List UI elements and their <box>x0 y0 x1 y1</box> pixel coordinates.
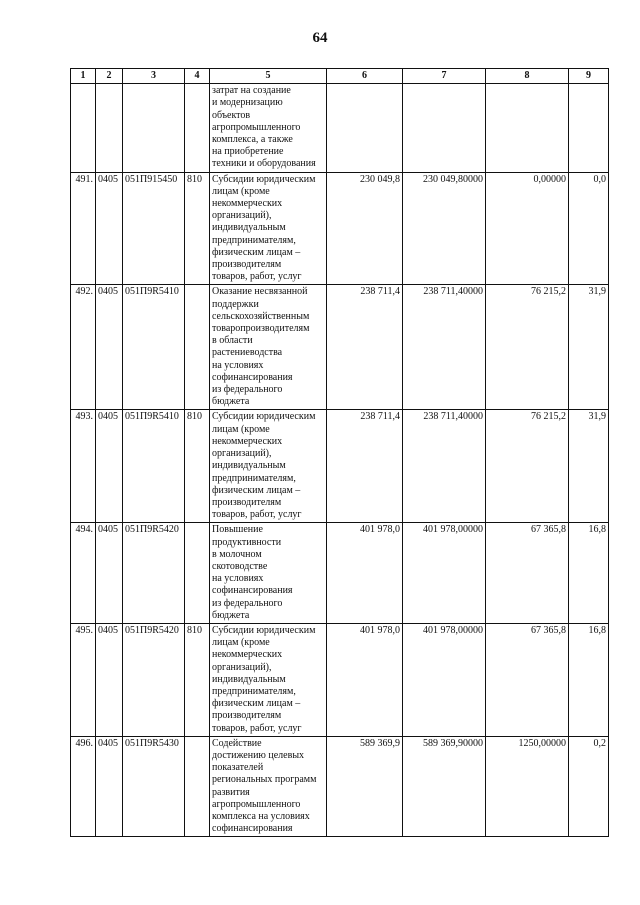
description-line: в молочном <box>212 548 262 560</box>
row-number: 493. <box>71 410 96 523</box>
description-line: лицам (кроме <box>212 637 270 649</box>
col-header-4: 4 <box>185 69 210 84</box>
description <box>210 523 327 624</box>
description-line: бюджета <box>212 396 250 408</box>
section-code <box>96 84 123 172</box>
col-header-6: 6 <box>327 69 403 84</box>
description <box>210 623 327 736</box>
col-header-3: 3 <box>123 69 185 84</box>
expense-type: 810 <box>185 623 210 736</box>
table-row <box>71 623 609 736</box>
row-number: 494. <box>71 523 96 624</box>
value-col-6: 401 978,0 <box>327 523 403 624</box>
row-number: 496. <box>71 736 96 837</box>
description-line: организаций), <box>212 210 272 222</box>
description-line: бюджета <box>212 609 250 621</box>
description-line: лицам (кроме <box>212 185 270 197</box>
col-header-5: 5 <box>210 69 327 84</box>
expense-type <box>185 523 210 624</box>
section-code: 0405 <box>96 285 123 410</box>
description-line: на условиях <box>212 573 264 585</box>
col-header-9: 9 <box>569 69 609 84</box>
row-number: 495. <box>71 623 96 736</box>
value-col-9: 0,2 <box>569 736 609 837</box>
value-col-7: 401 978,00000 <box>403 623 486 736</box>
description-line: физическим лицам – <box>212 484 301 496</box>
description-line: лицам (кроме <box>212 423 270 435</box>
description-line: предпринимателям, <box>212 685 296 697</box>
description <box>210 285 327 410</box>
description-line: Оказание несвязанной <box>212 286 308 298</box>
description-line: Содействие <box>212 737 262 749</box>
row-number: 491. <box>71 172 96 285</box>
description-line: Субсидии юридическим <box>212 411 316 423</box>
description-line: Повышение <box>212 524 263 536</box>
description-line: Субсидии юридическим <box>212 173 316 185</box>
description-line: организаций), <box>212 448 272 460</box>
value-col-6: 238 711,4 <box>327 410 403 523</box>
target-article: 051П915450 <box>123 172 185 285</box>
description-line: продуктивности <box>212 536 282 548</box>
description-line: в области <box>212 335 253 347</box>
value-col-8: 67 365,8 <box>486 623 569 736</box>
page-number: 64 <box>312 30 328 46</box>
value-col-8: 76 215,2 <box>486 410 569 523</box>
description-line: из федерального <box>212 597 283 609</box>
value-col-8: 1250,00000 <box>486 736 569 837</box>
section-code: 0405 <box>96 623 123 736</box>
description-line: производителям <box>212 259 282 271</box>
description-line: техники и оборудования <box>212 158 316 170</box>
value-col-8 <box>486 84 569 172</box>
description <box>210 736 327 837</box>
target-article: 051П9R5410 <box>123 285 185 410</box>
value-col-9: 16,8 <box>569 523 609 624</box>
description-line: организаций), <box>212 661 272 673</box>
description-line: региональных программ <box>212 774 317 786</box>
section-code: 0405 <box>96 410 123 523</box>
target-article: 051П9R5420 <box>123 623 185 736</box>
description-line: некоммерческих <box>212 198 283 210</box>
description-line: предпринимателям, <box>212 234 296 246</box>
description-line: и модернизацию <box>212 97 283 109</box>
value-col-9: 0,0 <box>569 172 609 285</box>
value-col-7: 589 369,90000 <box>403 736 486 837</box>
value-col-9 <box>569 84 609 172</box>
table-row <box>71 523 609 624</box>
value-col-9: 31,9 <box>569 410 609 523</box>
description-line: софинансирования <box>212 585 293 597</box>
description-line: показателей <box>212 762 264 774</box>
description-line: некоммерческих <box>212 435 283 447</box>
value-col-7: 401 978,00000 <box>403 523 486 624</box>
expense-type: 810 <box>185 172 210 285</box>
description-line: товаропроизводителям <box>212 323 310 335</box>
expense-type <box>185 736 210 837</box>
description-line: агропромышленного <box>212 798 301 810</box>
table-row <box>71 410 609 523</box>
description-line: комплекса на условиях <box>212 810 310 822</box>
value-col-7 <box>403 84 486 172</box>
expense-type <box>185 285 210 410</box>
table-row <box>71 172 609 285</box>
description-line: поддержки <box>212 298 259 310</box>
col-header-1: 1 <box>71 69 96 84</box>
value-col-6 <box>327 84 403 172</box>
description <box>210 172 327 285</box>
table-row <box>71 285 609 410</box>
section-code: 0405 <box>96 736 123 837</box>
value-col-8: 76 215,2 <box>486 285 569 410</box>
section-code: 0405 <box>96 172 123 285</box>
description <box>210 84 327 172</box>
col-header-2: 2 <box>96 69 123 84</box>
value-col-6: 401 978,0 <box>327 623 403 736</box>
target-article: 051П9R5430 <box>123 736 185 837</box>
target-article: 051П9R5420 <box>123 523 185 624</box>
table-row <box>71 736 609 837</box>
value-col-6: 238 711,4 <box>327 285 403 410</box>
expense-type <box>185 84 210 172</box>
description-line: софинансирования <box>212 823 293 835</box>
target-article <box>123 84 185 172</box>
value-col-6: 589 369,9 <box>327 736 403 837</box>
value-col-7: 238 711,40000 <box>403 285 486 410</box>
col-header-7: 7 <box>403 69 486 84</box>
description-line: индивидуальным <box>212 460 286 472</box>
header-row <box>71 69 609 84</box>
description-line: скотоводстве <box>212 560 268 572</box>
budget-table <box>70 68 609 837</box>
value-col-8: 67 365,8 <box>486 523 569 624</box>
description-line: производителям <box>212 496 282 508</box>
description-line: достижению целевых <box>212 749 305 761</box>
description-line: на условиях <box>212 359 264 371</box>
description-line: комплекса, а также <box>212 134 293 146</box>
row-number: 492. <box>71 285 96 410</box>
row-number <box>71 84 96 172</box>
description-line: развития <box>212 786 250 798</box>
description-line: физическим лицам – <box>212 698 301 710</box>
description-line: из федерального <box>212 384 283 396</box>
value-col-9: 31,9 <box>569 285 609 410</box>
description-line: индивидуальным <box>212 673 286 685</box>
table-row <box>71 84 609 172</box>
col-header-8: 8 <box>486 69 569 84</box>
description-line: товаров, работ, услуг <box>212 509 302 521</box>
value-col-6: 230 049,8 <box>327 172 403 285</box>
description-line: физическим лицам – <box>212 246 301 258</box>
expense-type: 810 <box>185 410 210 523</box>
table-body <box>71 84 609 837</box>
value-col-7: 230 049,80000 <box>403 172 486 285</box>
section-code: 0405 <box>96 523 123 624</box>
description-line: агропромышленного <box>212 121 301 133</box>
description-line: индивидуальным <box>212 222 286 234</box>
description-line: затрат на создание <box>212 85 291 97</box>
description-line: растениеводства <box>212 347 283 359</box>
description-line: Субсидии юридическим <box>212 624 316 636</box>
description-line: объектов <box>212 109 251 121</box>
description-line: на приобретение <box>212 146 284 158</box>
description <box>210 410 327 523</box>
value-col-7: 238 711,40000 <box>403 410 486 523</box>
description-line: софинансирования <box>212 371 293 383</box>
description-line: товаров, работ, услуг <box>212 722 302 734</box>
description-line: предпринимателям, <box>212 472 296 484</box>
value-col-8: 0,00000 <box>486 172 569 285</box>
description-line: некоммерческих <box>212 649 283 661</box>
description-line: производителям <box>212 710 282 722</box>
target-article: 051П9R5410 <box>123 410 185 523</box>
description-line: сельскохозяйственным <box>212 310 310 322</box>
value-col-9: 16,8 <box>569 623 609 736</box>
description-line: товаров, работ, услуг <box>212 271 302 283</box>
